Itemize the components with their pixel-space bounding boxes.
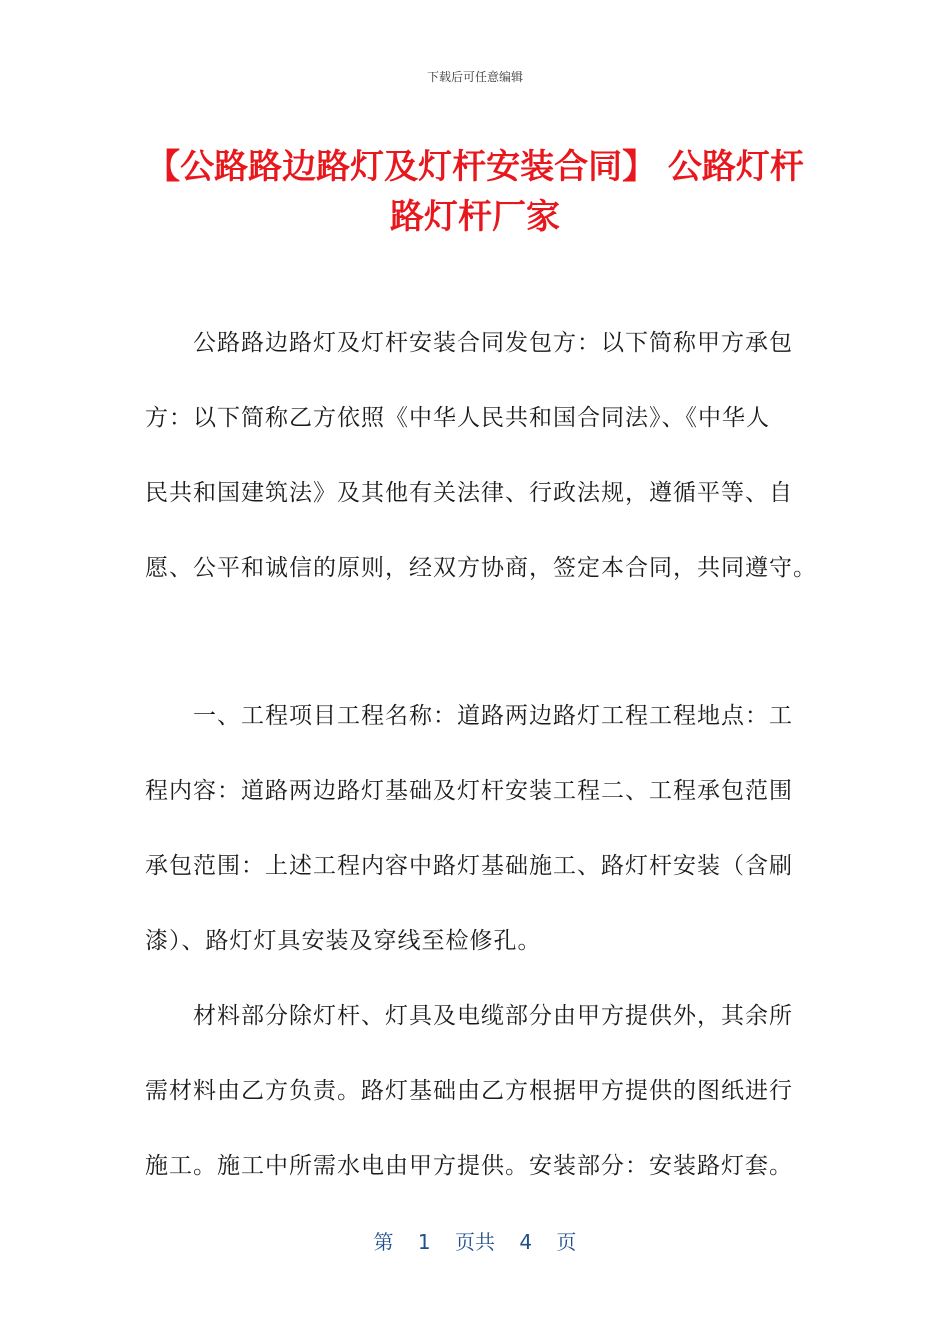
paragraph-line: 漆）、路灯灯具安装及穿线至检修孔。 [145,928,542,954]
header-note: 下载后可任意编辑 [426,70,523,84]
paragraph-line: 承包范围：上述工程内容中路灯基础施工、路灯杆安装（含刷 [145,853,793,879]
paragraph-line: 公路路边路灯及灯杆安装合同发包方：以下简称甲方承包 [193,330,793,356]
paragraph-line: 需材料由乙方负责。路灯基础由乙方根据甲方提供的图纸进行 [145,1078,793,1104]
paragraph-line: 施工。施工中所需水电由甲方提供。安装部分：安装路灯套。 [145,1153,793,1179]
paragraph-materials [145,979,805,1204]
paragraph-scope [145,679,805,979]
paragraph-line: 方：以下简称乙方依照《中华人民共和国合同法》、《中华人 [145,405,770,431]
title-line-1: 【公路路边路灯及灯杆安装合同】 公路灯杆 [146,147,804,187]
paragraph-line: 一、工程项目工程名称：道路两边路灯工程工程地点：工 [193,703,793,729]
paragraph-line: 材料部分除灯杆、灯具及电缆部分由甲方提供外，其余所 [193,1003,793,1029]
page-footer: 第 1 页共 4 页 [373,1230,577,1254]
paragraph-line: 民共和国建筑法》及其他有关法律、行政法规，遵循平等、自 [145,480,793,506]
paragraph-intro [145,306,817,606]
paragraph-line: 愿、公平和诚信的原则，经双方协商，签定本合同，共同遵守。 [145,555,817,581]
title-line-2: 路灯杆厂家 [390,197,560,237]
paragraph-line: 程内容：道路两边路灯基础及灯杆安装工程二、工程承包范围 [145,778,793,804]
document-title [120,142,830,242]
